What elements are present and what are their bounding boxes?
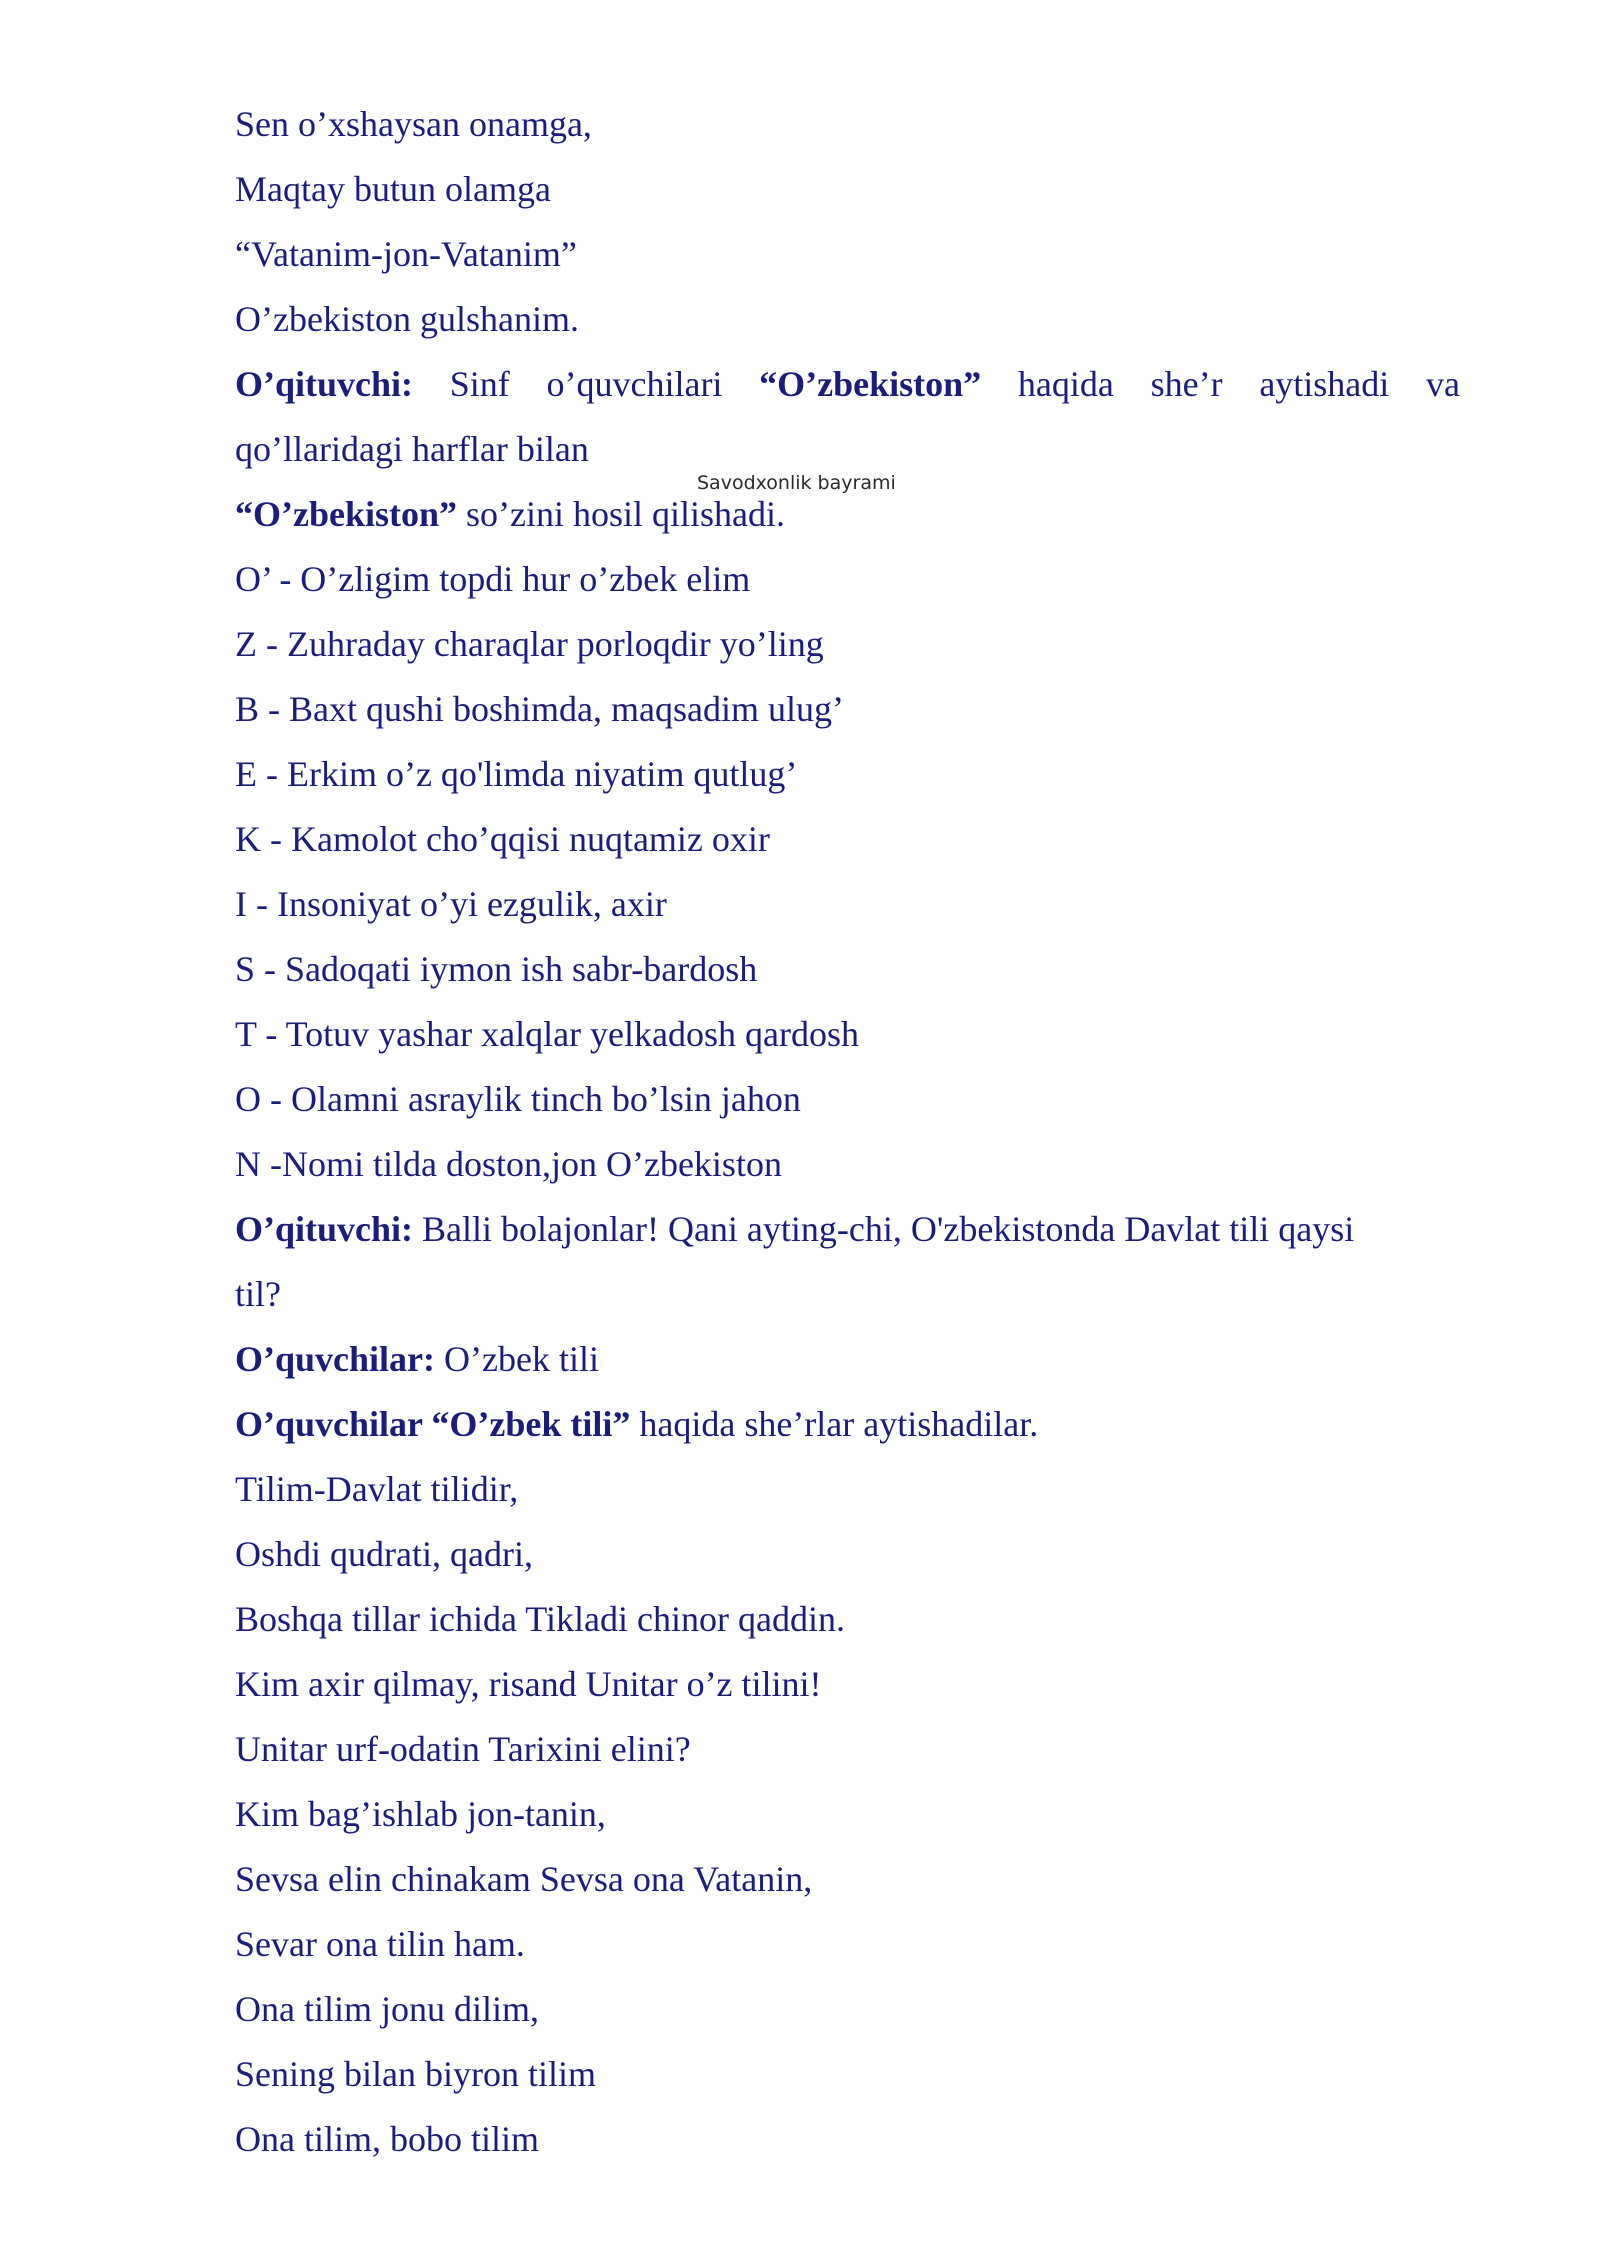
acrostic-line: E - Erkim o’z qo'limda niyatim qutlug’	[235, 754, 798, 794]
speaker-label: O’quvchilar:	[235, 1339, 436, 1379]
poem-line: Sevsa elin chinakam Sevsa ona Vatanin,	[235, 1859, 813, 1899]
poem-line: Ona tilim jonu dilim,	[235, 1989, 539, 2029]
emphasis-text: O’quvchilar “O’zbek tili”	[235, 1404, 631, 1444]
students-line: O’quvchilar: O’zbek tili	[235, 1339, 599, 1379]
text-line: til?	[235, 1274, 281, 1314]
acrostic-line: T - Totuv yashar xalqlar yelkadosh qardosh	[235, 1014, 860, 1054]
text-line: Sen o’xshaysan onamga,	[235, 104, 592, 144]
acrostic-line: I - Insoniyat o’yi ezgulik, axir	[235, 884, 667, 924]
acrostic-line: B - Baxt qushi boshimda, maqsadim ulug’	[235, 689, 844, 729]
text-line: Maqtay butun olamga	[235, 169, 551, 209]
acrostic-line: O’ - O’zligim topdi hur o’zbek elim	[235, 559, 751, 599]
acrostic-line: Z - Zuhraday charaqlar porloqdir yo’ling	[235, 624, 824, 664]
students-line: O’quvchilar “O’zbek tili” haqida she’rlar aytishadilar.	[235, 1404, 1039, 1444]
text-line: O’zbekiston gulshanim.	[235, 299, 579, 339]
emphasis-text: “O’zbekiston”	[759, 364, 982, 404]
poem-line: Sevar ona tilin ham.	[235, 1924, 525, 1964]
acrostic-line: K - Kamolot cho’qqisi nuqtamiz oxir	[235, 819, 770, 859]
poem-line: Oshdi qudrati, qadri,	[235, 1534, 533, 1574]
poem-line: Unitar urf-odatin Tarixini elini?	[235, 1729, 691, 1769]
speaker-label: O’qituvchi:	[235, 364, 414, 404]
poem-line: Kim bag’ishlab jon-tanin,	[235, 1794, 606, 1834]
poem-line: Boshqa tillar ichida Tikladi chinor qaddin.	[235, 1599, 845, 1639]
text-line: “O’zbekiston” so’zini hosil qilishadi.	[235, 494, 786, 534]
acrostic-line: O - Olamni asraylik tinch bo’lsin jahon	[235, 1079, 801, 1119]
poem-line: Tilim-Davlat tilidir,	[235, 1469, 519, 1509]
speaker-label: O’qituvchi:	[235, 1209, 414, 1249]
poem-line: Kim axir qilmay, risand Unitar o’z tilini!	[235, 1664, 822, 1704]
acrostic-line: S - Sadoqati iymon ish sabr-bardosh	[235, 949, 758, 989]
teacher-line: O’qituvchi: Balli bolajonlar! Qani ayting-chi, O'zbekistonda Davlat tili qaysi	[235, 1209, 1355, 1249]
teacher-line: O’qituvchi: Sinf o’quvchilari “O’zbekiston” haqida she’r aytishadi va	[235, 364, 1460, 404]
text-line: “Vatanim-jon-Vatanim”	[235, 234, 577, 274]
acrostic-line: N -Nomi tilda doston,jon O’zbekiston	[235, 1144, 782, 1184]
header-note: Savodxonlik bayrami	[697, 472, 896, 494]
document-body	[235, 92, 1460, 2172]
poem-line: Sening bilan biyron tilim	[235, 2054, 596, 2094]
poem-line: Ona tilim, bobo tilim	[235, 2119, 539, 2159]
emphasis-text: “O’zbekiston”	[235, 494, 458, 534]
text-line: qo’llaridagi harflar bilan	[235, 429, 589, 469]
